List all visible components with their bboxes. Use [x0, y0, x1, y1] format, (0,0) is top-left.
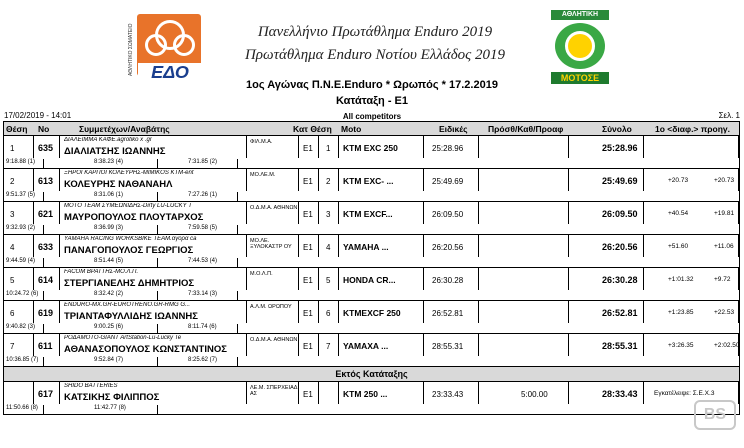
col-total: Σύνολο	[602, 124, 632, 134]
diff-previous: +20.73	[714, 177, 735, 184]
position-value: 7	[10, 342, 15, 351]
cell-border	[479, 169, 569, 191]
start-number: 614	[38, 275, 54, 285]
rider-name: ΚΟΛΕΥΡΗΣ ΝΑΘΑΝΑΗΛ	[64, 179, 173, 190]
diff-first: +51.60	[668, 243, 689, 250]
special-time: 25:49.69	[432, 177, 464, 186]
row-main	[4, 268, 739, 290]
team-name: YAMAHA RACING WORKSBIKE TEAM.αγορα ca	[64, 236, 197, 242]
col-moto: Moto	[341, 124, 362, 134]
class-position: 4	[326, 243, 331, 252]
position-value: 6	[10, 309, 15, 318]
class-value: Ε1	[303, 243, 313, 252]
split-time: 7:33.14 (3)	[188, 291, 238, 300]
results-table	[3, 121, 740, 415]
special-time: 23:33.43	[432, 390, 464, 399]
row-splits	[4, 257, 739, 267]
start-number: 635	[38, 143, 54, 153]
class-position: 1	[326, 144, 331, 153]
edo-logo-text: ΕΔΟ	[138, 63, 202, 81]
class-value: Ε1	[303, 144, 313, 153]
club-name: Ο.Δ.Μ.Α. ΑΘΗΝΩΝ	[250, 337, 298, 343]
row-main	[4, 382, 739, 404]
special-time: 28:55.31	[432, 342, 464, 351]
position-value: 1	[10, 144, 15, 153]
split-time: 11:42.77 (8)	[94, 405, 158, 414]
table-row	[3, 268, 740, 301]
row-main	[4, 136, 739, 158]
report-header	[0, 0, 744, 121]
team-name: ΡΟΔΑΜΟΤΟ-GIANT ArtStation-Lu-Lucky Te	[64, 335, 182, 341]
cell-border	[479, 202, 569, 224]
row-splits	[4, 191, 739, 201]
cell-border	[4, 169, 34, 191]
cell-border	[4, 334, 34, 356]
class-value: Ε1	[303, 177, 313, 186]
position-value: 2	[10, 177, 15, 186]
table-row	[3, 136, 740, 169]
col-special: Ειδικές	[439, 124, 468, 134]
total-time: 25:28.96	[602, 143, 638, 153]
rider-name: ΠΑΝΑΓΟΠΟΥΛΟΣ ΓΕΩΡΓΙΟΣ	[64, 245, 194, 256]
col-diff: 1ο <διαφ.> προηγ.	[655, 124, 730, 134]
split-time: 9:18.88 (1)	[6, 159, 44, 168]
special-time: 26:30.28	[432, 276, 464, 285]
split-time: 7:44.53 (4)	[188, 258, 238, 267]
rider-name: ΑΘΑΝΑΣΟΠΟΥΛΟΣ ΚΩΝΣΤΑΝΤΙΝΟΣ	[64, 344, 227, 355]
team-name: ΞΗΡΟΙ ΚΑΡΠΟΙ ΚΟΛΕΥΡΗΣ-MIMIKOS KTM-ent	[64, 170, 194, 176]
club-name: ΜΟ.ΛΕ. ΞΥΛΟΚΑΣΤΡ ΟΥ	[250, 238, 292, 250]
diff-previous: +22.53	[714, 309, 735, 316]
split-time: 9:40.82 (3)	[6, 324, 44, 333]
team-name: ENDURO-MX.GR-EUROTRENO.GR-RMG G...	[64, 302, 190, 308]
penalty-time: 5:00.00	[521, 390, 548, 399]
row-main	[4, 169, 739, 191]
table-row	[3, 235, 740, 268]
row-splits	[4, 404, 739, 414]
class-value: Ε1	[303, 309, 313, 318]
motorcycle: KTM EXC- ...	[343, 176, 394, 186]
diff-previous: +2:02.50	[714, 342, 740, 349]
split-time: 8:25.62 (7)	[188, 357, 238, 366]
table-row	[3, 169, 740, 202]
cell-border	[479, 235, 569, 257]
motorcycle: YAMAHA ...	[343, 242, 389, 252]
cell-border	[479, 334, 569, 356]
col-pos: Θέση	[6, 124, 28, 134]
diff-previous: +9.72	[714, 276, 731, 283]
split-time: 9:51.37 (5)	[6, 192, 44, 201]
split-time: 8:38.23 (4)	[94, 159, 158, 168]
total-time: 26:20.56	[602, 242, 638, 252]
diff-first: +1:01.32	[668, 276, 694, 283]
club-name: Α.Λ.Μ. ΩΡΩΠΟΥ	[250, 304, 292, 310]
class-value: Ε1	[303, 210, 313, 219]
club-name: ΛΕ.Μ. ΣΠΕΡΧΕΙΑΔ ΑΣ	[250, 385, 298, 397]
col-no: Νο	[38, 124, 50, 134]
motorcycle: HONDA CR...	[343, 275, 396, 285]
start-number: 611	[38, 341, 53, 351]
total-time: 28:55.31	[602, 341, 638, 351]
special-time: 25:28.96	[432, 144, 464, 153]
split-time: 7:31.85 (2)	[188, 159, 238, 168]
row-main	[4, 202, 739, 224]
motorcycle: YAMAXA ...	[343, 341, 389, 351]
split-time: 8:32.42 (2)	[94, 291, 158, 300]
special-time: 26:52.81	[432, 309, 464, 318]
cell-border	[479, 301, 569, 323]
cell-border	[4, 136, 34, 158]
class-position: 5	[326, 276, 331, 285]
class-value: Ε1	[303, 276, 313, 285]
cell-border	[4, 268, 34, 290]
start-number: 613	[38, 176, 54, 186]
total-time: 28:33.43	[602, 389, 638, 399]
position-value: 3	[10, 210, 15, 219]
team-name: ΔΙΑΛΕΙΜΜΑ ΚΑΦΕ.agrotiko x .gr	[64, 137, 152, 143]
retired-note: Εγκατέλειψε: Σ.Ε.Χ.3	[654, 390, 715, 397]
row-main	[4, 301, 739, 323]
split-time: 8:36.99 (3)	[94, 225, 158, 234]
rider-name: ΚΑΤΣΙΚΗΣ ΦΙΛΙΠΠΟΣ	[64, 392, 160, 403]
event-title: 1ος Αγώνας Π.Ν.Ε.Enduro * Ωρωπός * 17.2.2019	[246, 79, 498, 91]
rider-name: ΔΙΑΛΙΑΤΣΗΣ ΙΩΑΝΝΗΣ	[64, 146, 166, 157]
special-time: 26:20.56	[432, 243, 464, 252]
split-time: 9:32.93 (2)	[6, 225, 44, 234]
split-time: 10:36.85 (7)	[6, 357, 44, 366]
cell-border	[4, 235, 34, 257]
rider-name: ΤΡΙΑΝΤΑΦΥΛΛΙΔΗΣ ΙΩΑΝΝΗΣ	[64, 311, 198, 322]
class-value: Ε1	[303, 342, 313, 351]
row-splits	[4, 224, 739, 234]
split-time: 7:27.26 (1)	[188, 192, 238, 201]
table-row	[3, 382, 740, 415]
start-number: 633	[38, 242, 54, 252]
split-time: 8:31.06 (1)	[94, 192, 158, 201]
club-name: ΜΟ.ΛΕ.Μ.	[250, 172, 276, 178]
outside-classification-label: Εκτός Κατάταξης	[3, 367, 740, 382]
team-name: SHIDO BATTERIES	[64, 383, 118, 389]
watermark: BS	[694, 400, 736, 430]
split-time: 10:24.72 (6)	[6, 291, 44, 300]
row-main	[4, 235, 739, 257]
diff-first: +1:23.85	[668, 309, 694, 316]
logo-side-text: ΑΘΛΗΤΙΚΟ ΣΩΜΑΤΕΙΟ	[128, 23, 134, 76]
rider-name: ΣΤΕΡΓΙΑΝΕΛΗΣ ΔΗΜΗΤΡΙΟΣ	[64, 278, 195, 289]
club-name: Ο.Δ.Μ.Α. ΑΘΗΝΩΝ	[250, 205, 298, 211]
class-position: 2	[326, 177, 331, 186]
cell-border	[644, 136, 739, 158]
motorcycle: KTM EXC 250	[343, 143, 398, 153]
globe-icon	[555, 23, 605, 69]
logo-bottom-text: ΜΟΤΟΣΕ	[551, 72, 609, 84]
split-time: 11:50.66 (8)	[6, 405, 44, 414]
special-time: 26:09.50	[432, 210, 464, 219]
page-number: Σελ. 1	[718, 111, 740, 120]
diff-previous: +19.81	[714, 210, 735, 217]
split-time: 9:00.25 (6)	[94, 324, 158, 333]
split-time: 9:44.59 (4)	[6, 258, 44, 267]
cell-border	[4, 382, 34, 404]
row-splits	[4, 158, 739, 168]
filter-label: All competitors	[342, 112, 402, 121]
row-splits	[4, 323, 739, 333]
table-header	[3, 121, 740, 136]
motorcycle: KTM EXCF...	[343, 209, 393, 219]
table-row	[3, 301, 740, 334]
diff-first: +3:26.35	[668, 342, 694, 349]
split-time: 8:11.74 (6)	[188, 324, 238, 333]
motose-logo	[551, 10, 609, 84]
diff-previous: +11.06	[714, 243, 734, 250]
total-time: 26:52.81	[602, 308, 638, 318]
class-value: Ε1	[303, 390, 313, 399]
team-name: FACOM ΒΡΑΤΤΗΣ-ΜΟ.Λ.Π.	[64, 269, 139, 275]
cell-border	[479, 268, 569, 290]
title-championship: Πανελλήνιο Πρωτάθλημα Enduro 2019	[257, 24, 493, 40]
row-splits	[4, 356, 739, 366]
diff-first: +20.73	[668, 177, 689, 184]
class-position: 6	[326, 309, 331, 318]
cell-border	[4, 202, 34, 224]
rider-name: ΜΑΥΡΟΠΟΥΛΟΣ ΠΛΟΥΤΑΡΧΟΣ	[64, 212, 204, 223]
start-number: 619	[38, 308, 54, 318]
total-time: 26:09.50	[602, 209, 638, 219]
total-time: 26:30.28	[602, 275, 638, 285]
motorcycle: KTM 250 ...	[343, 389, 388, 399]
col-penalty: Πρόσθ/Καθ/Προαφ	[488, 124, 564, 134]
position-value: 5	[10, 276, 15, 285]
diff-first: +40.54	[668, 210, 689, 217]
start-number: 617	[38, 389, 54, 399]
row-main	[4, 334, 739, 356]
class-position: 7	[326, 342, 331, 351]
club-name: Μ.Ο.Λ.Π.	[250, 271, 273, 277]
motorcycle: KTMEXCF 250	[343, 308, 401, 318]
position-value: 4	[10, 243, 15, 252]
wheel-icon	[173, 34, 195, 56]
col-cls-pos: Κατ Θέση	[293, 124, 332, 134]
start-number: 621	[38, 209, 54, 219]
team-name: MOTO TEAM ΣΥΜΕΩΝΙΔΗΣ-Dirty LU-LUCKY T	[64, 203, 192, 209]
total-time: 25:49.69	[602, 176, 638, 186]
split-time: 8:51.44 (5)	[94, 258, 158, 267]
club-name: ΦΙΛ.Μ.Α.	[250, 139, 273, 145]
classification-title: Κατάταξη - Ε1	[335, 95, 409, 107]
cell-border	[4, 301, 34, 323]
cell-border	[479, 136, 569, 158]
split-time: 7:59.58 (5)	[188, 225, 238, 234]
logo-top-text: ΑΘΛΗΤΙΚΗ	[551, 10, 609, 20]
class-position: 3	[326, 210, 331, 219]
table-row	[3, 202, 740, 235]
title-regional: Πρωτάθλημα Enduro Νοτίου Ελλάδος 2019	[244, 47, 506, 63]
wheel-icon	[145, 34, 167, 56]
cell-border	[319, 382, 339, 404]
split-time: 9:52.84 (7)	[94, 357, 158, 366]
row-splits	[4, 290, 739, 300]
col-rider: Συμμετέχων/Αναβάτης	[79, 124, 170, 134]
print-date: 17/02/2019 - 14:01	[4, 111, 72, 120]
table-row	[3, 334, 740, 367]
